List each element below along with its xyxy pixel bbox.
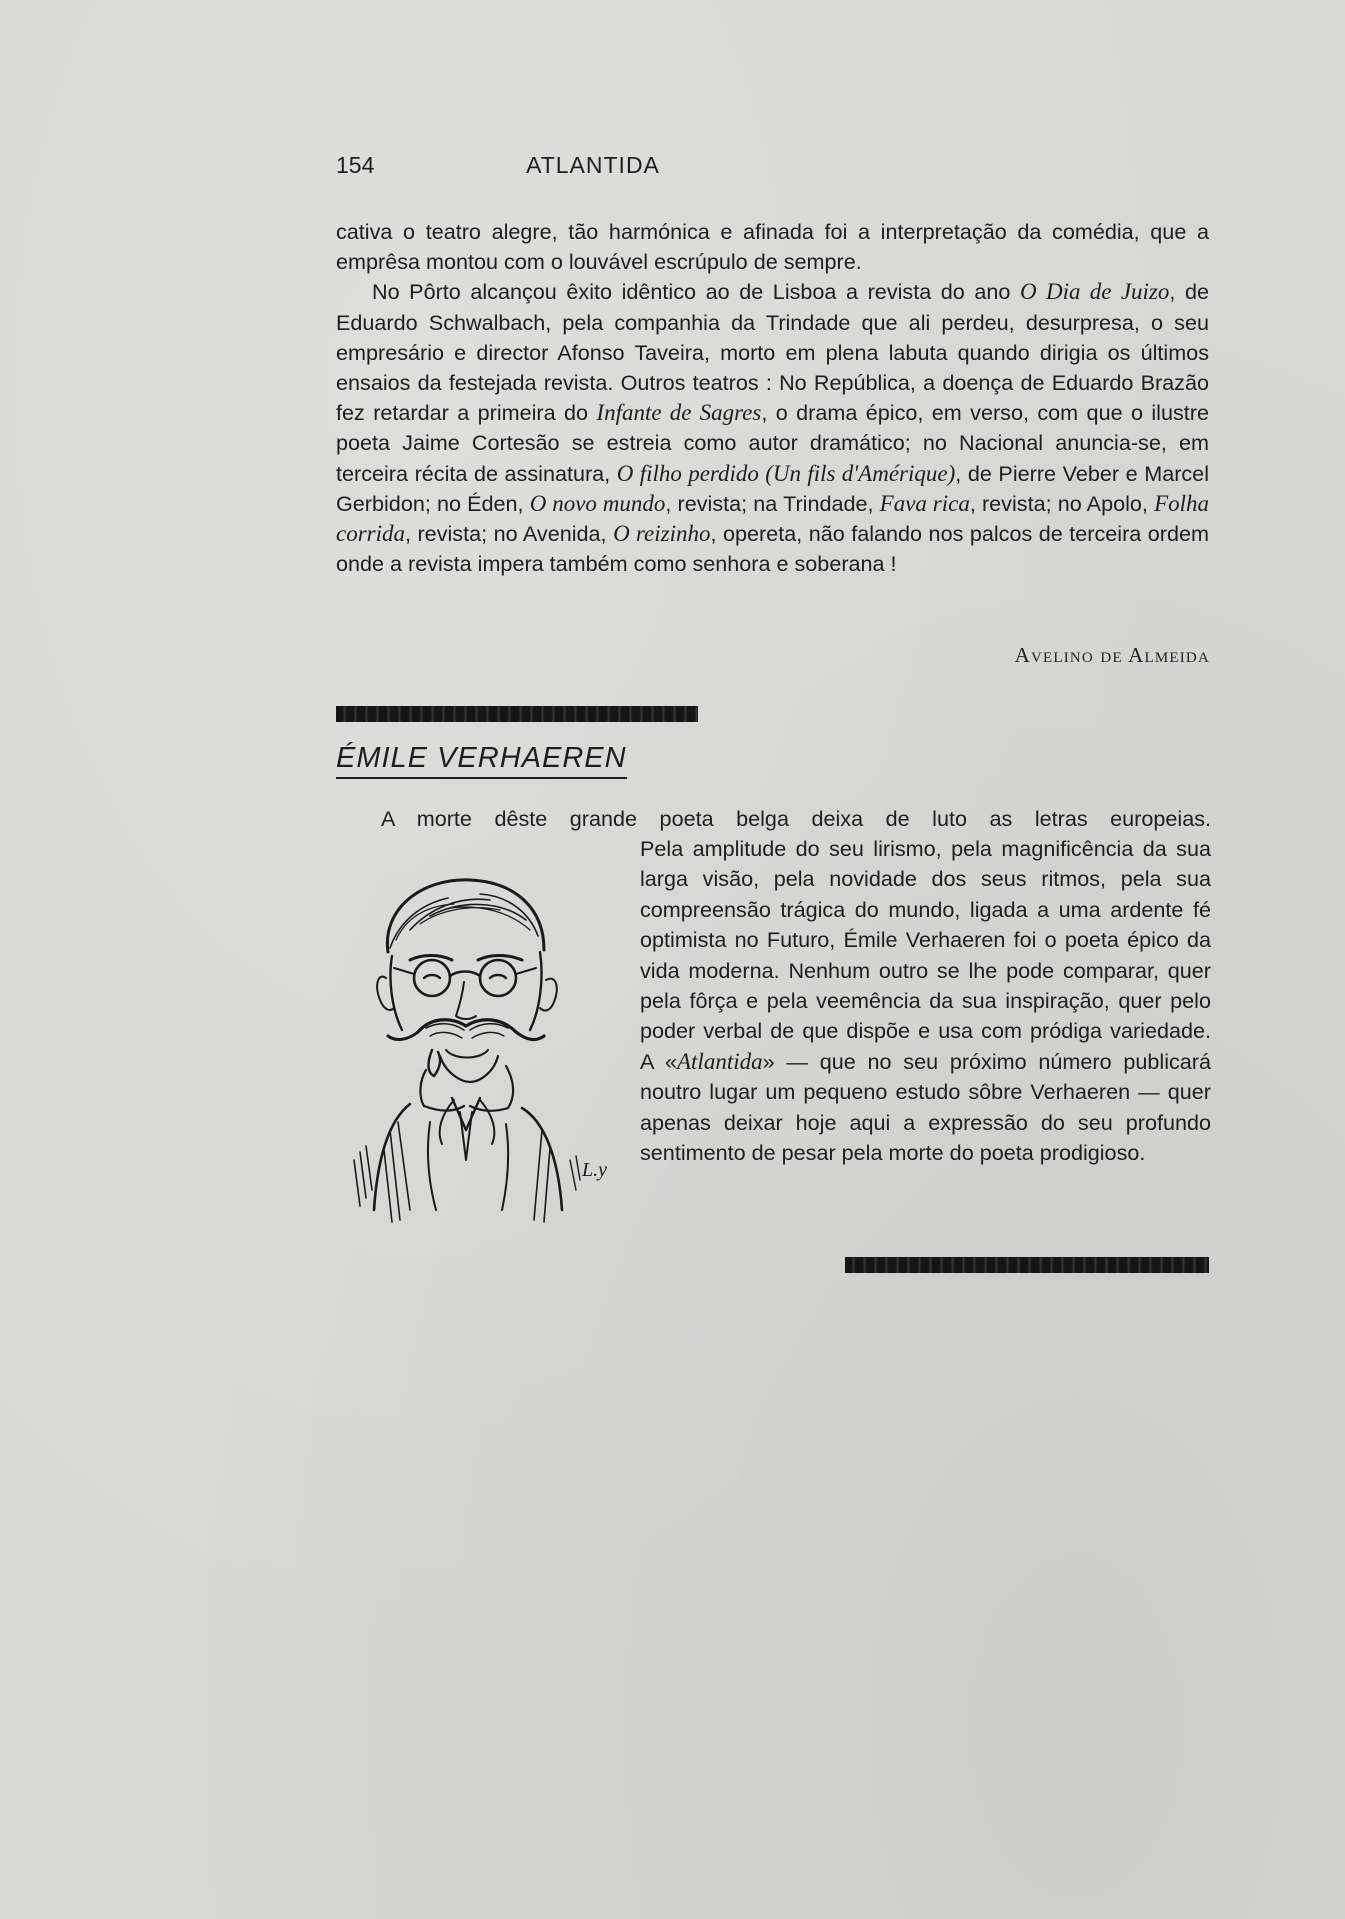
section-title: ÉMILE VERHAEREN	[336, 742, 627, 779]
text-run: , opereta, não falando nos palcos de terceira ordem onde a revista impera também como senhora e soberana !	[336, 521, 1209, 577]
text-run: , revista; na Trindade,	[665, 490, 880, 516]
text-run: , revista; no Apolo,	[969, 490, 1155, 516]
text-run: , de Eduardo Schwalbach, pela companhia da Trindade que ali perdeu, desurpresa, o seu empresário e director Afonso Taveira, morto em plena labuta quando dirigia os últimos ensaios da festejada revista. Outros teatros : No República, a doença de Eduardo Brazão fez retardar a primeira do	[336, 279, 1209, 426]
text-run: , o drama épico, em verso, com que o ilustre poeta Jaime Cortesão se estreia como autor dramático; no Nacional anuncia-se, em terceira récita de assinatura,	[336, 400, 1209, 486]
text-run: , revista; no Avenida,	[405, 521, 614, 547]
section-divider	[845, 1257, 1209, 1273]
text-run: Pela amplitude do seu lirismo, pela magnificência da sua larga visão, pela novidade dos seus ritmos, pela sua compreensão trágica do mundo, ligada a uma ardente fé optimista no Futuro, Émile Verhaeren foi o poeta épico da vida moderna. Nenhum outro se lhe pode comparar, quer pela fôrça e pela veemência da sua inspiração, quer pelo poder verbal de que dispõe e usa com pródiga variedade. A «	[640, 836, 1211, 1074]
work-title: O filho perdido (Un fils d'Amérique)	[616, 460, 956, 486]
article-verhaeren-text	[640, 834, 1211, 1168]
paragraph: cativa o teatro alegre, tão harmónica e afinada foi a interpretação da comédia, que a emprêsa montou com o louvável escrúpulo de sempre.	[336, 219, 1209, 275]
work-title: O Dia de Juizo	[1020, 279, 1170, 305]
work-title: Infante de Sagres	[596, 400, 762, 426]
page-number: 154	[336, 152, 375, 178]
work-title: O reizinho	[613, 521, 711, 547]
running-title: ATLANTIDA	[526, 152, 660, 178]
text-run: , de Pierre Veber e Marcel Gerbidon; no Éden,	[336, 460, 1209, 516]
portrait-signature: L.y	[582, 1159, 607, 1181]
work-title: Fava rica	[879, 490, 970, 516]
magazine-title: Atlantida	[676, 1048, 763, 1074]
article-theatre-text	[336, 217, 1209, 579]
portrait-illustration	[330, 860, 630, 1230]
paragraph	[336, 277, 1209, 579]
page-header	[336, 152, 850, 188]
section-divider	[336, 706, 698, 722]
text-run: No Pôrto alcançou êxito idêntico ao de Lisboa a revista do ano	[372, 279, 1021, 305]
work-title: O novo mundo	[529, 490, 666, 516]
text-run: » — que no seu próximo número publicará noutro lugar um pequeno estudo sôbre Verhaeren — quer apenas deixar hoje aqui a expressão do seu profundo sentimento de pesar pela morte do poeta prodigioso.	[640, 1048, 1211, 1166]
work-title: Folha corrida	[336, 490, 1210, 547]
author-signature: Avelino de Almeida	[1014, 643, 1210, 667]
lead-sentence: A morte dêste grande poeta belga deixa de luto as letras europeias.	[381, 806, 1211, 831]
